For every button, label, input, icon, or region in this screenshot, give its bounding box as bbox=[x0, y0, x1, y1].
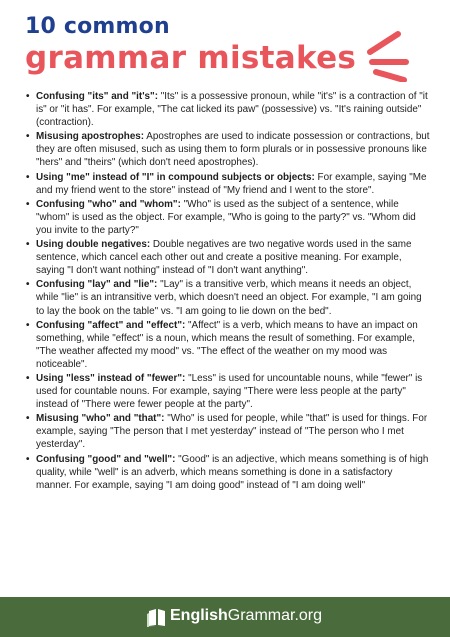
mistake-text: Apostrophes are used to indicate possession or contractions, but they are often misused, such as using them to form plurals or in possessive pronouns like "hers" and "theirs" (which don't need apostrophes). bbox=[36, 131, 430, 169]
book-logo-icon[interactable] bbox=[146, 606, 168, 628]
mistake-list bbox=[26, 90, 430, 493]
list-item bbox=[26, 453, 430, 492]
mistake-term: Confusing "affect" and "effect": bbox=[36, 319, 186, 331]
list-item bbox=[26, 319, 430, 371]
page-header bbox=[25, 14, 435, 88]
mistake-term: Confusing "who" and "whom": bbox=[36, 198, 181, 210]
brand-bold: English bbox=[170, 607, 228, 624]
list-item bbox=[26, 372, 430, 411]
list-item bbox=[26, 412, 430, 451]
footer-bar bbox=[0, 597, 450, 637]
list-item bbox=[26, 238, 430, 277]
mistake-term: Using "me" instead of "I" in compound subjects or objects: bbox=[36, 171, 315, 183]
brand-regular: Grammar.org bbox=[227, 607, 323, 624]
mistake-text: "Good" is an adjective, which means something is of high quality, while "well" is an adverb, which means something is done in a satisfactory manner. For example, saying "I am doing good" instead of "I am doing well" bbox=[36, 453, 429, 491]
list-item bbox=[26, 198, 430, 237]
mistake-text: "Who" is used as the subject of a sentence, while "whom" is used as the object. For example, "Who is going to the party?" vs. "Whom did you invite to the party?" bbox=[36, 198, 416, 236]
mistake-text: "Affect" is a verb, which means to have an impact on something, while "effect" is a noun, which means the result of something. For example, "The weather affected my mood" vs. "The effect of the weather on my mood was noticeable". bbox=[36, 319, 418, 370]
list-item bbox=[26, 171, 430, 197]
brand-link[interactable] bbox=[170, 607, 322, 625]
list-item bbox=[26, 90, 430, 129]
mistake-term: Using "less" instead of "fewer": bbox=[36, 372, 186, 384]
burst-decoration-icon bbox=[362, 22, 422, 82]
mistake-text: "Who" is used for people, while "that" is used for things. For example, saying "The person that I met yesterday" instead of "The person who I met yesterday". bbox=[36, 413, 428, 451]
mistake-term: Misusing "who" and "that": bbox=[36, 413, 165, 425]
mistake-text: "Its" is a possessive pronoun, while "it's" is a contraction of "it is" or "it has". For example, "The cat licked its paw" (possessive) vs. "It's raining outside" (contraction). bbox=[36, 91, 428, 129]
list-item bbox=[26, 278, 430, 317]
mistake-term: Misusing apostrophes: bbox=[36, 131, 145, 143]
mistake-term: Using double negatives: bbox=[36, 239, 151, 251]
mistake-term: Confusing "lay" and "lie": bbox=[36, 279, 158, 291]
title-big: grammar mistakes bbox=[25, 40, 357, 76]
mistake-term: Confusing "good" and "well": bbox=[36, 453, 176, 465]
mistake-text: Double negatives are two negative words used in the same sentence, which cancel each other out and create a positive meaning. For example, saying "I don't want nothing" instead of "I don't want anything". bbox=[36, 239, 412, 277]
mistake-text: "Less" is used for uncountable nouns, while "fewer" is used for countable nouns. For example, saying "There were less people at the party" instead of "There were fewer people at the party". bbox=[36, 372, 423, 411]
mistake-term: Confusing "its" and "it's": bbox=[36, 91, 159, 102]
mistake-text: "Lay" is a transitive verb, which means it needs an object, while "lie" is an intransitive verb, which doesn't need an object. For example, "I am going to lay the book on the table" vs. "I am going to lie down on the bed". bbox=[36, 279, 422, 317]
list-item bbox=[26, 130, 430, 169]
title-small: 10 common bbox=[25, 14, 170, 39]
mistake-text: For example, saying "Me and my friend went to the store" instead of "My friend and I went to the store". bbox=[36, 171, 427, 196]
